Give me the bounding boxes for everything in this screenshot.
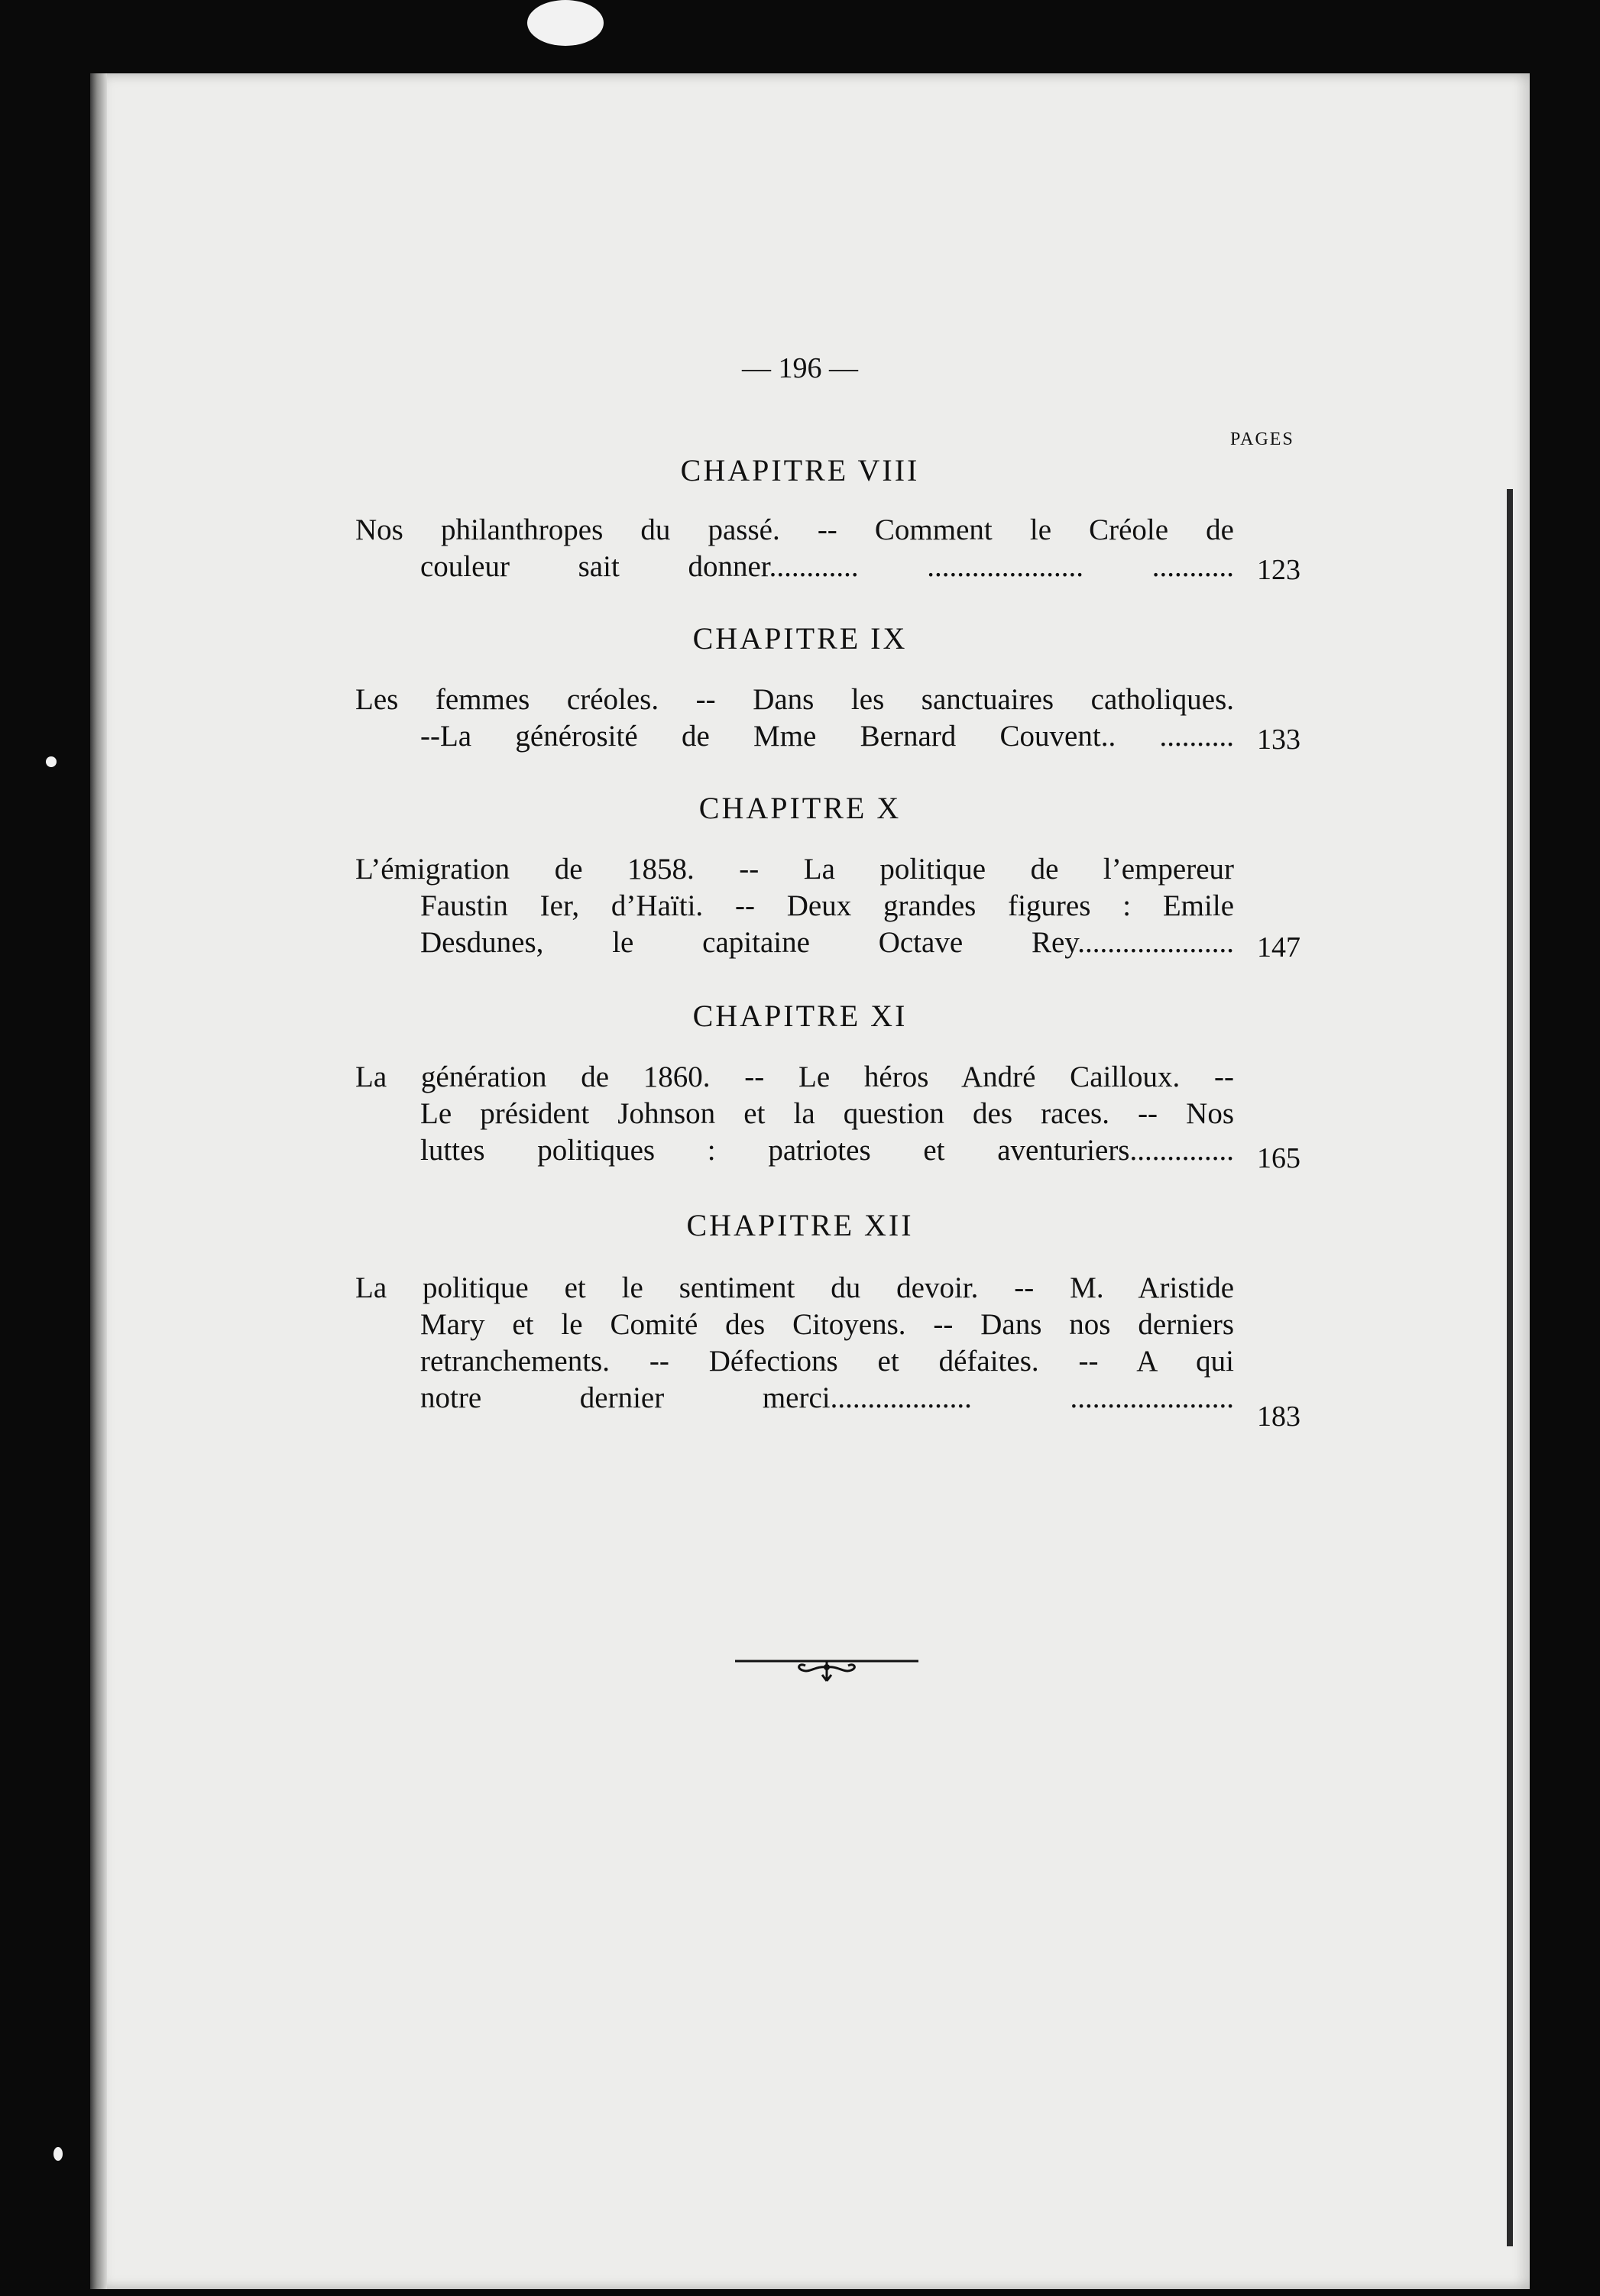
page-right-edge xyxy=(1507,489,1513,2246)
page-number: — 196 — xyxy=(742,352,858,384)
toc-line: Mary et le Comité des Citoyens. -- Dans nos derniers xyxy=(420,1308,1234,1341)
toc-page-number: 147 xyxy=(1257,931,1300,963)
page-left-edge xyxy=(90,73,107,2289)
chapter-heading: CHAPITRE VIII xyxy=(680,453,920,487)
chapter-heading: CHAPITRE XII xyxy=(686,1208,914,1242)
toc-line: retranchements. -- Défections et défaites. -- A qui xyxy=(420,1345,1234,1378)
scan-speck xyxy=(527,0,604,46)
toc-line: --La générosité de Mme Bernard Couvent.. .......... xyxy=(420,720,1234,753)
toc-line: notre dernier merci................... ...................... xyxy=(420,1381,1234,1414)
book-page xyxy=(90,73,1530,2289)
chapter-heading: CHAPITRE X xyxy=(698,791,902,825)
toc-line: Les femmes créoles. -- Dans les sanctuaires catholiques. xyxy=(355,683,1234,716)
toc-page-number: 165 xyxy=(1257,1142,1300,1174)
toc-line: Desdunes, le capitaine Octave Rey..................... xyxy=(420,926,1234,959)
toc-line: luttes politiques : patriotes et aventuriers.............. xyxy=(420,1134,1234,1167)
toc-entry xyxy=(355,851,1234,961)
toc-line: La génération de 1860. -- Le héros André Cailloux. -- xyxy=(355,1061,1234,1093)
toc-entry xyxy=(355,1059,1234,1169)
toc-line: couleur sait donner............ ..................... ........... xyxy=(420,550,1234,583)
toc-line: L’émigration de 1858. -- La politique de l’empereur xyxy=(355,853,1234,886)
chapter-heading: CHAPITRE XI xyxy=(692,999,908,1033)
toc-entry xyxy=(355,682,1234,755)
ornament-divider-icon xyxy=(735,1650,918,1689)
scan-speck xyxy=(46,756,57,767)
chapter-heading: CHAPITRE IX xyxy=(692,621,908,656)
toc-page-number: 133 xyxy=(1257,724,1300,756)
toc-line: La politique et le sentiment du devoir. -- M. Aristide xyxy=(355,1271,1234,1304)
scan-speck xyxy=(53,2147,63,2161)
pages-column-header: PAGES xyxy=(1230,429,1294,449)
toc-entry xyxy=(355,512,1234,585)
toc-page-number: 123 xyxy=(1257,554,1300,586)
toc-line: Le président Johnson et la question des races. -- Nos xyxy=(420,1097,1234,1130)
toc-line: Faustin Ier, d’Haïti. -- Deux grandes figures : Emile xyxy=(420,889,1234,922)
toc-page-number: 183 xyxy=(1257,1401,1300,1433)
toc-line: Nos philanthropes du passé. -- Comment le Créole de xyxy=(355,513,1234,546)
toc-entry xyxy=(355,1270,1234,1417)
